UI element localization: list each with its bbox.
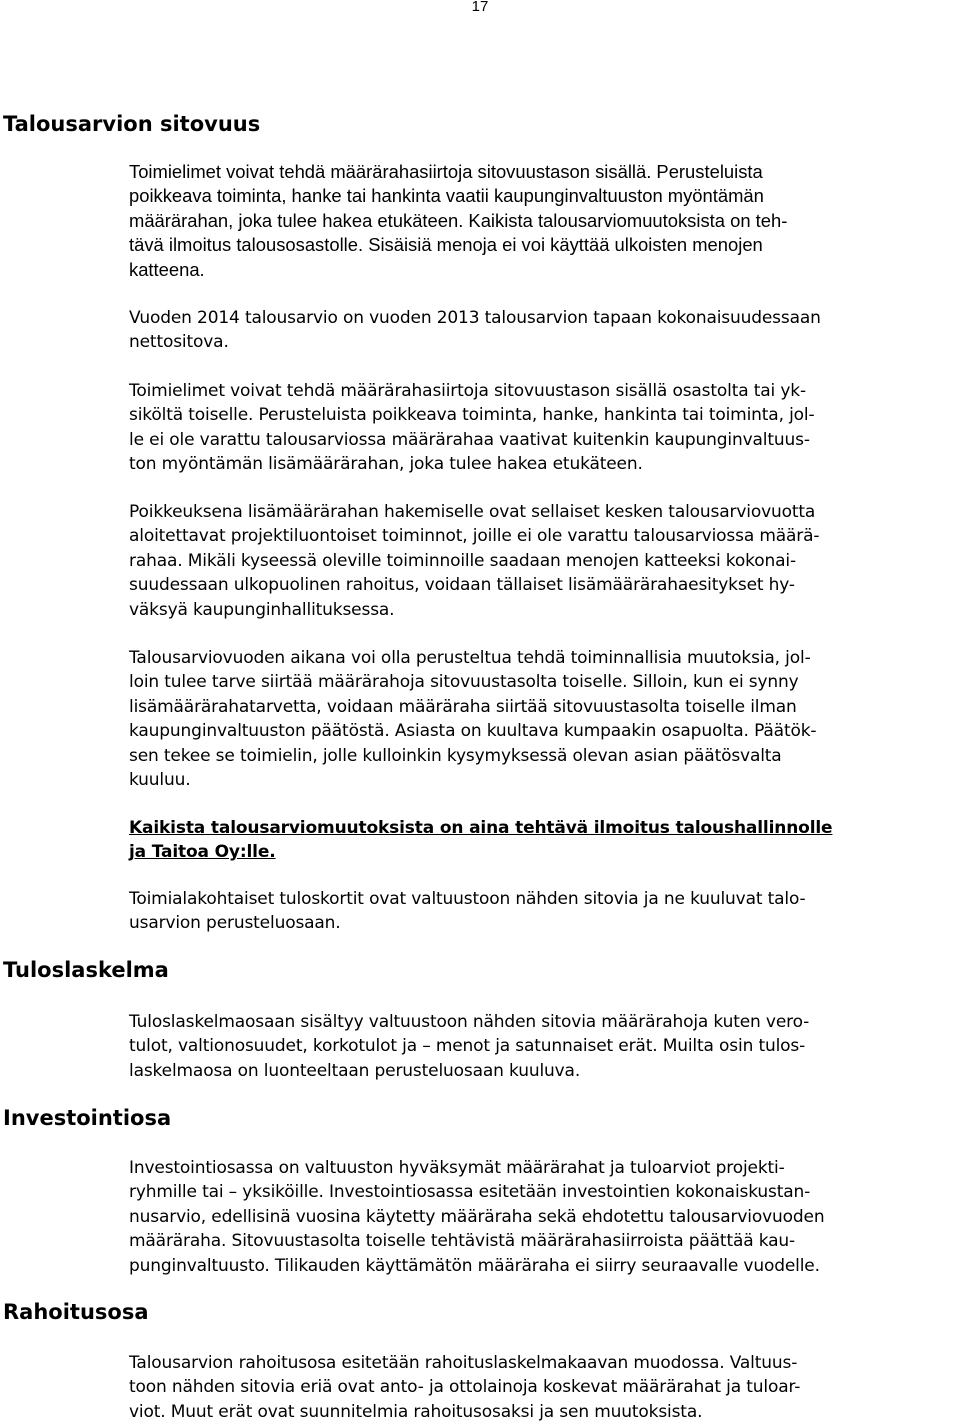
- paragraph-ilmoitus-taloushallinnolle: [129, 816, 959, 865]
- paragraph-tuloskortit: [129, 887, 959, 936]
- text-line: usarvion perusteluosaan.: [129, 913, 341, 934]
- text-line: rahaa. Mikäli kyseessä oleville toiminnoille saadaan menojen katteeksi kokonai-: [129, 550, 796, 571]
- paragraph-rahoitusosa: [129, 1351, 959, 1424]
- text-line: lisämäärärahatarvetta, voidaan määräraha siirtää sitovuustasolta toiselle ilman: [129, 696, 797, 717]
- text-line: tävä ilmoitus talousosastolle. Sisäisiä menoja ei voi käyttää ulkoisten menojen: [129, 234, 763, 256]
- heading-tuloslaskelma: Tuloslaskelma: [3, 958, 169, 982]
- text-line: le ei ole varattu talousarviossa määrärahaa vaativat kuitenkin kaupunginvaltuus-: [129, 429, 810, 450]
- paragraph-sitovuustaso: [129, 160, 959, 282]
- paragraph-tuloslaskelmaosa: [129, 1010, 959, 1083]
- heading-investointiosa: Investointiosa: [3, 1106, 172, 1130]
- text-line: aloitettavat projektiluontoiset toiminnot, joille ei ole varattu talousarviossa määrä-: [129, 526, 820, 547]
- text-line: suudessaan ulkopuolinen rahoitus, voidaan tällaiset lisämäärärahaesitykset hy-: [129, 575, 795, 596]
- text-line: ton myöntämän lisämäärärahan, joka tulee hakea etukäteen.: [129, 454, 643, 475]
- paragraph-maararahasiirrot: [129, 379, 959, 477]
- paragraph-talousarviovuoden-aikana: [129, 646, 959, 792]
- paragraph-nettositova: [129, 306, 959, 355]
- text-line: ja Taitoa Oy:lle.: [129, 842, 276, 863]
- text-line: kuuluu.: [129, 770, 191, 791]
- heading-talousarvion-sitovuus: Talousarvion sitovuus: [3, 112, 261, 136]
- text-line: poikkeava toiminta, hanke tai hankinta vaatii kaupunginvaltuuston myöntämän: [129, 185, 764, 207]
- text-line: Kaikista talousarviomuutoksista on aina tehtävä ilmoitus taloushallinnolle: [129, 818, 833, 838]
- text-line: viot. Muut erät ovat suunnitelmia rahoitusosaksi ja sen muutoksista.: [129, 1401, 703, 1422]
- text-line: laskelmaosa on luonteeltaan perusteluosaan kuuluva.: [129, 1060, 581, 1081]
- text-line: määräraha. Sitovuustasolta toiselle tehtävistä määrärahasiirroista päättää kau-: [129, 1231, 796, 1252]
- text-line: ryhmille tai – yksiköille. Investointiosassa esitetään investointien kokonaiskustan-: [129, 1182, 811, 1203]
- text-line: Tuloslaskelmaosaan sisältyy valtuustoon nähden sitovia määrärahoja kuten vero-: [129, 1012, 810, 1032]
- text-line: Toimielimet voivat tehdä määrärahasiirtoja sitovuustason sisällä. Perusteluista: [129, 161, 763, 182]
- text-line: tulot, valtionosuudet, korkotulot ja – menot ja satunnaiset erät. Muilta osin tulos-: [129, 1036, 806, 1057]
- text-line: Talousarvion rahoitusosa esitetään rahoituslaskelmakaavan muodossa. Valtuus-: [129, 1353, 798, 1373]
- text-line: punginvaltuusto. Tilikauden käyttämätön määräraha ei siirry seuraavalle vuodelle.: [129, 1255, 820, 1276]
- text-line: Talousarviovuoden aikana voi olla perusteltua tehdä toiminnallisia muutoksia, jol-: [129, 648, 811, 668]
- text-line: loin tulee tarve siirtää määrärahoja sitovuustasolta toiselle. Silloin, kun ei synny: [129, 672, 799, 693]
- text-line: määrärahan, joka tulee hakea etukäteen. Kaikista talousarviomuutoksista on teh-: [129, 209, 788, 231]
- text-line: katteena.: [129, 258, 205, 280]
- text-line: Toimialakohtaiset tuloskortit ovat valtuustoon nähden sitovia ja ne kuuluvat talo-: [129, 889, 806, 909]
- text-line: siköltä toiselle. Perusteluista poikkeava toiminta, hanke, hankinta tai toiminta, jol-: [129, 405, 815, 426]
- text-line: Investointiosassa on valtuuston hyväksymät määrärahat ja tuloarviot projekti-: [129, 1158, 785, 1178]
- page-number: 17: [471, 0, 489, 15]
- paragraph-investointiosa: [129, 1156, 959, 1278]
- text-line: kaupunginvaltuuston päätöstä. Asiasta on kuultava kumpaakin osapuolta. Päätök-: [129, 721, 817, 742]
- text-line: Toimielimet voivat tehdä määrärahasiirtoja sitovuustason sisällä osastolta tai yk-: [129, 381, 806, 401]
- text-line: nettositova.: [129, 332, 229, 353]
- text-line: Poikkeuksena lisämäärärahan hakemiselle ovat sellaiset kesken talousarviovuotta: [129, 502, 816, 522]
- text-line: väksyä kaupunginhallituksessa.: [129, 599, 395, 620]
- text-line: sen tekee se toimielin, jolle kulloinkin kysymyksessä olevan asian päätösvalta: [129, 745, 782, 766]
- text-line: toon nähden sitovia eriä ovat anto- ja ottolainoja koskevat määrärahat ja tuloar-: [129, 1377, 801, 1398]
- text-line: nusarvio, edellisinä vuosina käytetty määräraha sekä ehdotettu talousarviovuoden: [129, 1206, 825, 1227]
- paragraph-poikkeuksena: [129, 500, 959, 622]
- text-line: Vuoden 2014 talousarvio on vuoden 2013 talousarvion tapaan kokonaisuudessaan: [129, 308, 821, 328]
- heading-rahoitusosa: Rahoitusosa: [3, 1300, 149, 1324]
